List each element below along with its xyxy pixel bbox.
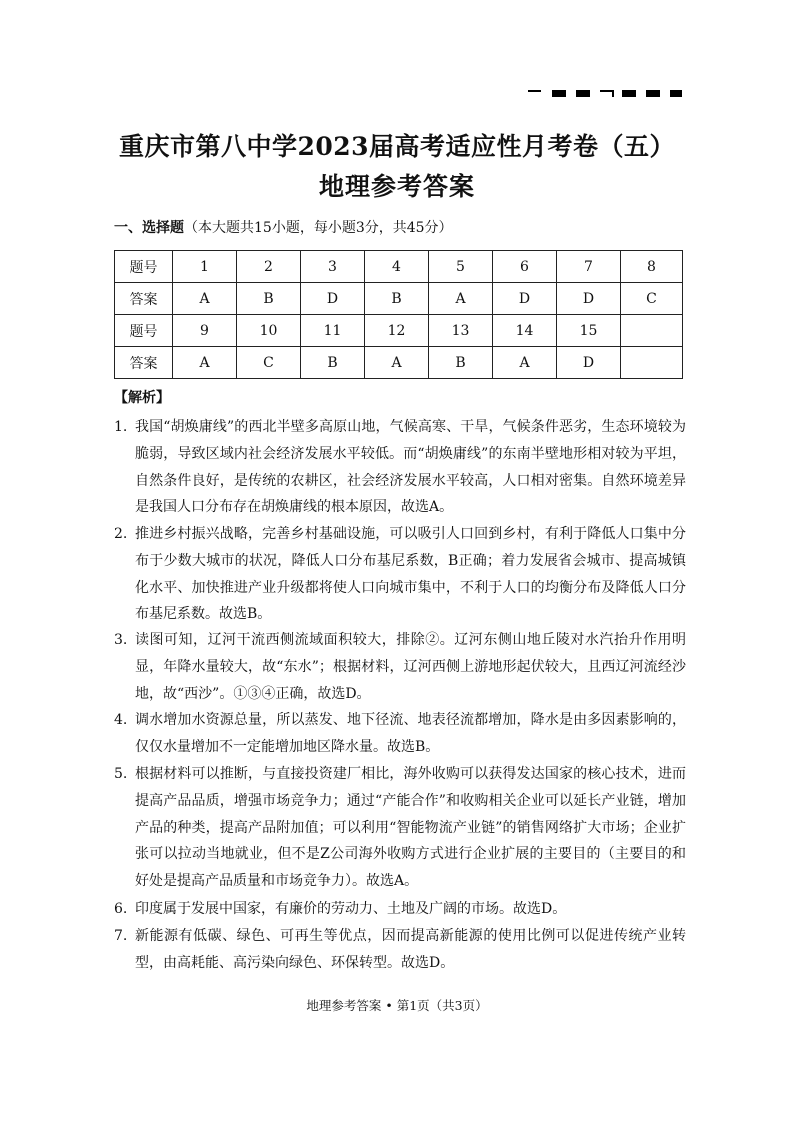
answer-table bbox=[114, 250, 683, 379]
page-subtitle: 地理参考答案 bbox=[318, 172, 475, 201]
section-heading bbox=[114, 217, 453, 237]
table-cell: 10 bbox=[237, 315, 301, 347]
table-cell: 12 bbox=[365, 315, 429, 347]
list-item bbox=[114, 627, 686, 707]
table-cell: B bbox=[301, 347, 365, 379]
item-text: 根据材料可以推断，与直接投资建厂相比，海外收购可以获得发达国家的核心技术，进而提高产品品质，增强市场竞争力；通过“产能合作”和收购相关企业可以延长产业链，增加产品的种类，提高产品附加值；可以利用“智能物流产业链”的销售网络扩大市场；企业扩张可以拉动当地就业，但不是Z公司海外收购方式进行企业扩展的主要目的（主要目的和好处是提高产品质量和市场竞争力）。故选A。 bbox=[135, 766, 686, 890]
list-item bbox=[114, 896, 686, 923]
table-row-header: 题号 bbox=[115, 315, 173, 347]
table-row bbox=[115, 251, 683, 283]
page-footer: 地理参考答案 • 第1页（共3页） bbox=[306, 998, 488, 1013]
item-text: 推进乡村振兴战略，完善乡村基础设施，可以吸引人口回到乡村，有利于降低人口集中分布于少数大城市的状况，降低人口分布基尼系数，B正确；着力发展省会城市、提高城镇化水平、加快推进产业升级都将使人口向城市集中，不利于人口的均衡分布及降低人口分布基尼系数。故选B。 bbox=[135, 526, 686, 623]
table-cell bbox=[621, 347, 683, 379]
list-item bbox=[114, 414, 686, 521]
table-row-header: 答案 bbox=[115, 347, 173, 379]
table-cell: D bbox=[557, 347, 621, 379]
table-cell: B bbox=[365, 283, 429, 315]
table-row bbox=[115, 347, 683, 379]
item-number: 4. bbox=[114, 712, 128, 728]
table-cell: C bbox=[237, 347, 301, 379]
table-cell: A bbox=[365, 347, 429, 379]
table-cell: 6 bbox=[493, 251, 557, 283]
table-cell: 4 bbox=[365, 251, 429, 283]
table-cell: 2 bbox=[237, 251, 301, 283]
item-number: 2. bbox=[114, 526, 128, 542]
item-text: 调水增加水资源总量，所以蒸发、地下径流、地表径流都增加，降水是由多因素影响的，仅仅水量增加不一定能增加地区降水量。故选B。 bbox=[135, 712, 686, 755]
item-text: 印度属于发展中国家，有廉价的劳动力、土地及广阔的市场。故选D。 bbox=[135, 901, 567, 917]
table-cell: 7 bbox=[557, 251, 621, 283]
table-cell: 5 bbox=[429, 251, 493, 283]
table-cell: D bbox=[493, 283, 557, 315]
table-cell: 9 bbox=[173, 315, 237, 347]
table-row-header: 题号 bbox=[115, 251, 173, 283]
table-row bbox=[115, 283, 683, 315]
table-cell: C bbox=[621, 283, 683, 315]
table-cell: 8 bbox=[621, 251, 683, 283]
item-number: 1. bbox=[114, 419, 128, 435]
table-cell: D bbox=[557, 283, 621, 315]
table-cell: B bbox=[429, 347, 493, 379]
table-row bbox=[115, 315, 683, 347]
table-cell: 15 bbox=[557, 315, 621, 347]
table-cell: A bbox=[429, 283, 493, 315]
table-row-header: 答案 bbox=[115, 283, 173, 315]
table-cell: D bbox=[301, 283, 365, 315]
table-cell: A bbox=[173, 283, 237, 315]
item-text: 读图可知，辽河干流西侧流域面积较大，排除②。辽河东侧山地丘陵对水汽抬升作用明显，年降水量较大，故“东水”；根据材料，辽河西侧上游地形起伏较大，且西辽河流经沙地，故“西沙”。①③④正确，故选D。 bbox=[135, 632, 686, 702]
page-title: 重庆市第八中学2023届高考适应性月考卷（五） bbox=[118, 132, 676, 161]
item-text: 我国“胡焕庸线”的西北半壁多高原山地，气候高寒、干旱，气候条件恶劣，生态环境较为脆弱，导致区域内社会经济发展水平较低。而“胡焕庸线”的东南半壁地形相对较为平坦，自然条件良好，是传统的农耕区，社会经济发展水平较高，人口相对密集。自然环境差异是我国人口分布存在胡焕庸线的根本原因，故选A。 bbox=[135, 419, 686, 516]
item-text: 新能源有低碳、绿色、可再生等优点，因而提高新能源的使用比例可以促进传统产业转型，由高耗能、高污染向绿色、环保转型。故选D。 bbox=[135, 928, 686, 971]
table-cell: 11 bbox=[301, 315, 365, 347]
section-note: （本大题共15小题，每小题3分，共45分） bbox=[184, 220, 453, 236]
item-number: 7. bbox=[114, 928, 128, 944]
list-item bbox=[114, 521, 686, 628]
item-number: 5. bbox=[114, 766, 128, 782]
table-cell: 14 bbox=[493, 315, 557, 347]
section-title: 一、选择题 bbox=[114, 220, 184, 236]
list-item bbox=[114, 707, 686, 761]
list-item bbox=[114, 761, 686, 895]
table-cell: 1 bbox=[173, 251, 237, 283]
table-cell: A bbox=[173, 347, 237, 379]
table-cell bbox=[621, 315, 683, 347]
table-cell: 13 bbox=[429, 315, 493, 347]
table-cell: A bbox=[493, 347, 557, 379]
list-item bbox=[114, 923, 686, 977]
item-number: 6. bbox=[114, 901, 128, 917]
table-cell: 3 bbox=[301, 251, 365, 283]
table-cell: B bbox=[237, 283, 301, 315]
item-number: 3. bbox=[114, 632, 128, 648]
analysis-heading: 【解析】 bbox=[114, 390, 170, 406]
